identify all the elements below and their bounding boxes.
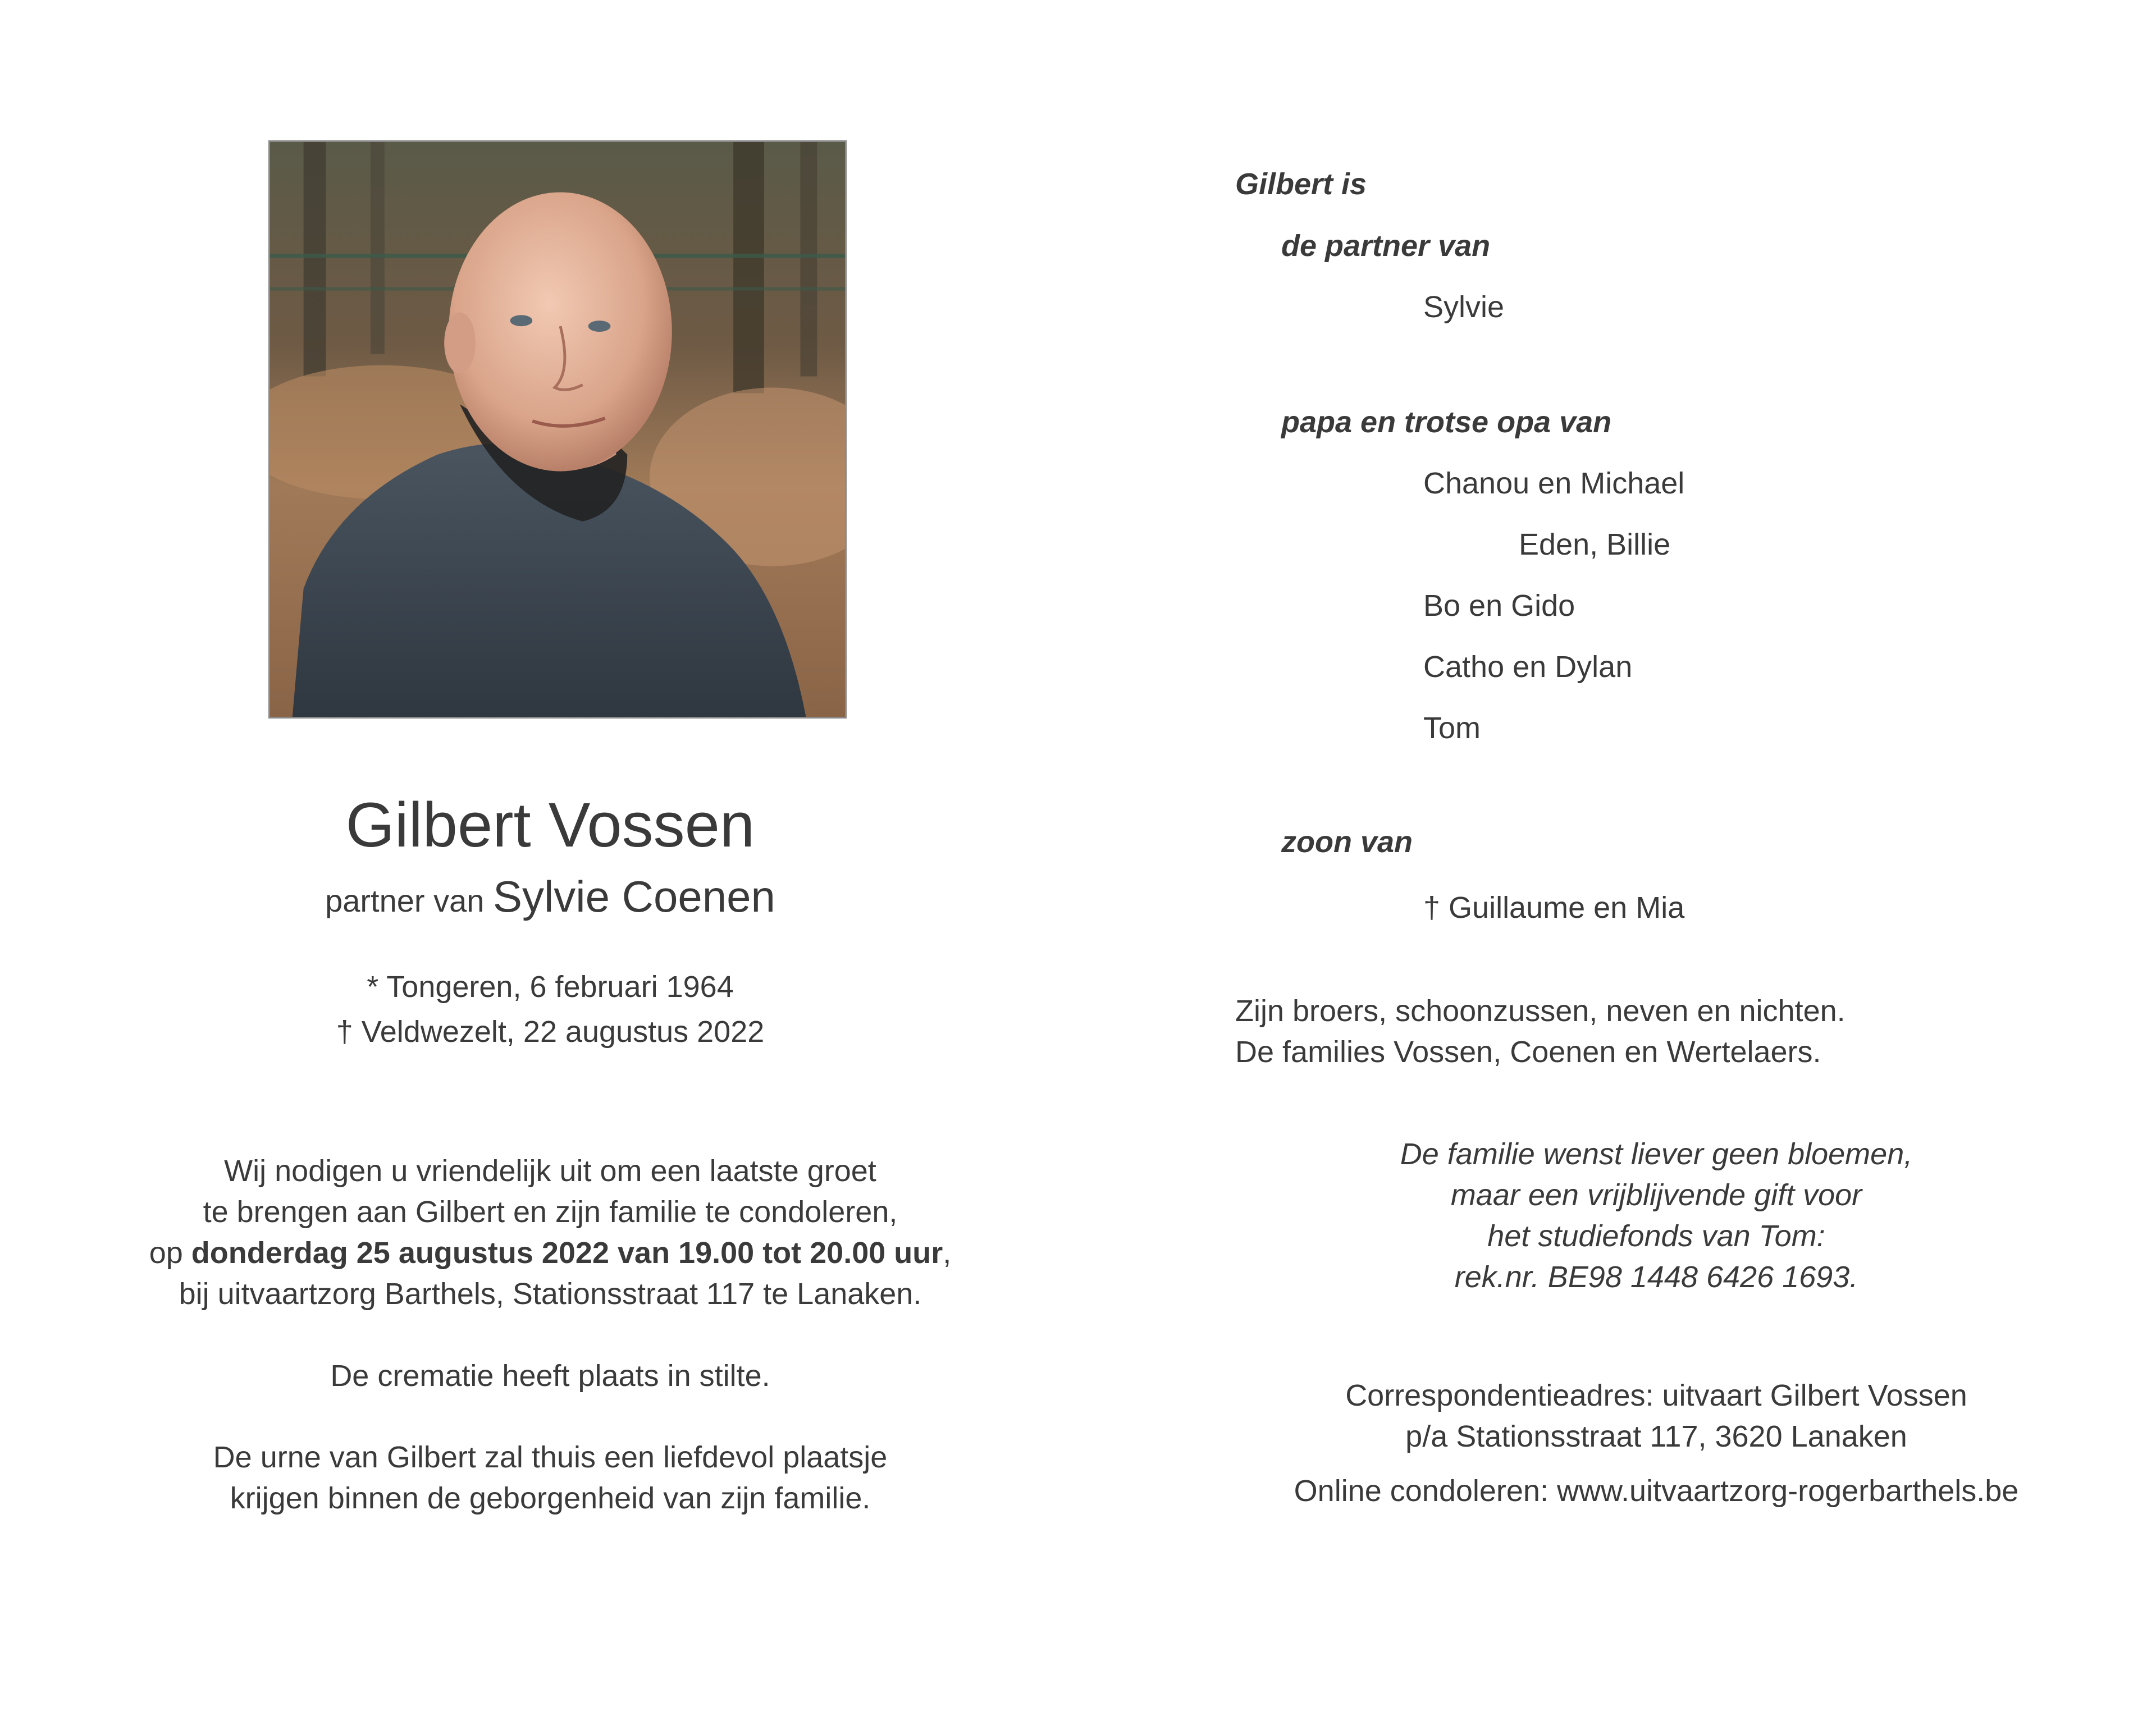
- invitation-line-4: bij uitvaartzorg Barthels, Stationsstraat 117 te Lanaken.: [179, 1277, 922, 1311]
- cremation-text: De crematie heeft plaats in stilte.: [330, 1359, 770, 1393]
- flowers-line-2: maar een vrijblijvende gift voor: [1450, 1178, 1862, 1212]
- urn-text: [0, 1437, 1100, 1519]
- flowers-line-1: De familie wenst liever geen bloemen,: [1400, 1137, 1913, 1171]
- life-dates: [0, 964, 1100, 1054]
- invitation-datetime: donderdag 25 augustus 2022 van 19.00 tot 20.00 uur: [191, 1236, 943, 1270]
- partner-first-name: Sylvie: [1423, 290, 1505, 324]
- flowers-note: [1179, 1134, 2134, 1298]
- invitation-line-3: [0, 1233, 1100, 1274]
- online-condolence: Online condoleren: www.uitvaartzorg-rogerbarthels.be: [1294, 1474, 2019, 1508]
- urn-line-1: De urne van Gilbert zal thuis een liefdevol plaatsje: [213, 1440, 888, 1474]
- invitation-line-3-prefix: op: [149, 1236, 191, 1270]
- invitation-line-3-suffix: ,: [943, 1236, 952, 1270]
- extended-family: [1235, 991, 1846, 1073]
- relations-intro: Gilbert is: [1235, 167, 1367, 201]
- parents-heading: zoon van: [1281, 825, 1413, 859]
- invitation-line-2: te brengen aan Gilbert en zijn familie te condoleren,: [203, 1195, 898, 1229]
- correspondence-address: [1179, 1375, 2134, 1457]
- birth-date: * Tongeren, 6 februari 1964: [367, 970, 734, 1004]
- portrait-photo-icon: [268, 140, 847, 719]
- parents-names: † Guillaume en Mia: [1423, 891, 1685, 925]
- child-item: Chanou en Michael: [1423, 466, 1685, 500]
- partner-line: [0, 871, 1100, 926]
- child-item: Catho en Dylan: [1423, 650, 1633, 684]
- invitation-line-1: Wij nodigen u vriendelijk uit om een laatste groet: [224, 1154, 876, 1188]
- death-date: † Veldwezelt, 22 augustus 2022: [336, 1015, 765, 1049]
- family-line-2: De families Vossen, Coenen en Wertelaers.: [1235, 1035, 1821, 1069]
- correspondence-line-2: p/a Stationsstraat 117, 3620 Lanaken: [1405, 1420, 1907, 1453]
- children-heading: papa en trotse opa van: [1281, 405, 1612, 439]
- partner-prefix: partner van: [325, 883, 485, 918]
- partner-heading: de partner van: [1281, 229, 1491, 263]
- bank-account: rek.nr. BE98 1448 6426 1693.: [1454, 1260, 1858, 1294]
- deceased-name: Gilbert Vossen: [345, 790, 755, 860]
- right-page: [1179, 0, 2156, 1734]
- correspondence-line-1: Correspondentieadres: uitvaart Gilbert Vossen: [1345, 1379, 1967, 1412]
- urn-line-2: krijgen binnen de geborgenheid van zijn familie.: [230, 1481, 871, 1515]
- flowers-line-3: het studiefonds van Tom:: [1487, 1219, 1825, 1253]
- grandchildren-item: Eden, Billie: [1519, 528, 1671, 561]
- child-item: Bo en Gido: [1423, 589, 1575, 623]
- family-line-1: Zijn broers, schoonzussen, neven en nichten.: [1235, 994, 1846, 1028]
- child-item: Tom: [1423, 711, 1481, 745]
- partner-name: Sylvie Coenen: [492, 872, 775, 921]
- invitation-text: [0, 1151, 1100, 1315]
